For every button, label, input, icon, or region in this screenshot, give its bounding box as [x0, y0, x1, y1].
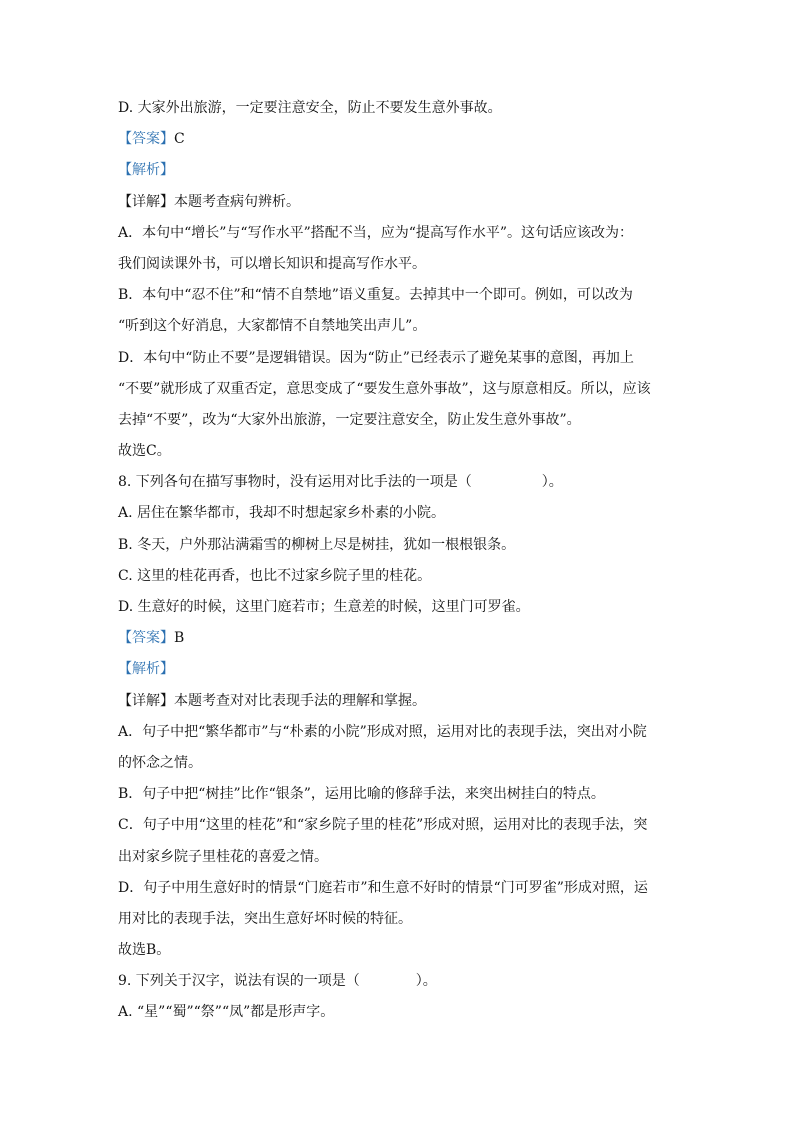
q8-stem: 8. 下列各句在描写事物时，没有运用对比手法的一项是（ ）。 — [118, 474, 563, 491]
q8-analysis-a-1: A．句子中把“繁华都市”与“朴素的小院”形成对照，运用对比的表现手法，突出对小院 — [118, 723, 647, 740]
q8-answer-value: B — [174, 630, 185, 647]
q8-conclusion: 故选B。 — [118, 942, 171, 959]
analysis-tag: 【解析】 — [118, 661, 174, 678]
q8-option-a: A. 居住在繁华都市，我却不时想起家乡朴素的小院。 — [118, 505, 446, 522]
q7-analysis-b-2: “听到这个好消息，大家都情不自禁地笑出声儿”。 — [118, 318, 427, 335]
q7-analysis-d-2: “不要”就形成了双重否定，意思变成了“要发生意外事故”，这与原意相反。所以，应该 — [118, 380, 651, 397]
q7-analysis-b-1: B．本句中“忍不住”和“情不自禁地”语义重复。去掉其中一个即可。例如，可以改为 — [118, 287, 633, 304]
q9-stem: 9. 下列关于汉字，说法有误的一项是（ ）。 — [118, 973, 437, 990]
document-page — [118, 100, 678, 1036]
q8-answer-line — [118, 630, 678, 646]
q8-option-c: C. 这里的桂花再香，也比不过家乡院子里的桂花。 — [118, 567, 432, 584]
q8-analysis-d-2: 用对比的表现手法，突出生意好坏时候的特征。 — [118, 910, 412, 927]
q8-option-d: D. 生意好的时候，这里门庭若市；生意差的时候，这里门可罗雀。 — [118, 599, 530, 615]
q8-detail-intro: 本题考查对对比表现手法的理解和掌握。 — [174, 692, 426, 709]
analysis-tag: 【解析】 — [118, 162, 174, 179]
q8-analysis-heading — [118, 661, 678, 677]
q8-analysis-c-2: 出对家乡院子里桂花的喜爱之情。 — [118, 848, 328, 865]
answer-tag: 【答案】 — [118, 630, 174, 647]
q7-analysis-heading — [118, 162, 678, 178]
q9-option-a: A. “星”“蜀”“祭”“凤”都是形声字。 — [118, 1004, 335, 1021]
q7-detail-line — [118, 194, 678, 210]
q8-detail-line — [118, 693, 678, 709]
q7-detail-intro: 本题考查病句辨析。 — [174, 193, 300, 210]
q7-answer-value: C — [174, 131, 185, 148]
q8-analysis-c-1: C．句子中用“这里的桂花”和“家乡院子里的桂花”形成对照，运用对比的表现手法，突 — [118, 817, 648, 834]
q7-analysis-a-1: A．本句中“增长”与“写作水平”搭配不当，应为“提高写作水平”。这句话应该改为： — [118, 224, 634, 241]
q7-option-d: D. 大家外出旅游，一定要注意安全，防止不要发生意外事故。 — [118, 100, 502, 116]
q8-option-b: B. 冬天，户外那沾满霜雪的柳树上尽是树挂，犹如一根根银条。 — [118, 536, 516, 553]
q8-analysis-b-1: B．句子中把“树挂”比作“银条”，运用比喻的修辞手法，来突出树挂白的特点。 — [118, 786, 605, 803]
answer-tag: 【答案】 — [118, 131, 174, 148]
q7-analysis-a-2: 我们阅读课外书，可以增长知识和提高写作水平。 — [118, 255, 426, 272]
q8-analysis-d-1: D．句子中用生意好时的情景“门庭若市”和生意不好时的情景“门可罗雀”形成对照，运 — [118, 879, 648, 896]
q7-analysis-d-3: 去掉“不要”，改为“大家外出旅游，一定要注意安全，防止发生意外事故”。 — [118, 411, 581, 428]
detail-tag: 【详解】 — [118, 692, 174, 709]
q7-answer-line — [118, 131, 678, 147]
q8-analysis-a-2: 的怀念之情。 — [118, 754, 202, 771]
detail-tag: 【详解】 — [118, 193, 174, 210]
q7-conclusion: 故选C。 — [118, 443, 171, 460]
q7-analysis-d-1: D．本句中“防止不要”是逻辑错误。因为“防止”已经表示了避免某事的意图，再加上 — [118, 349, 634, 366]
